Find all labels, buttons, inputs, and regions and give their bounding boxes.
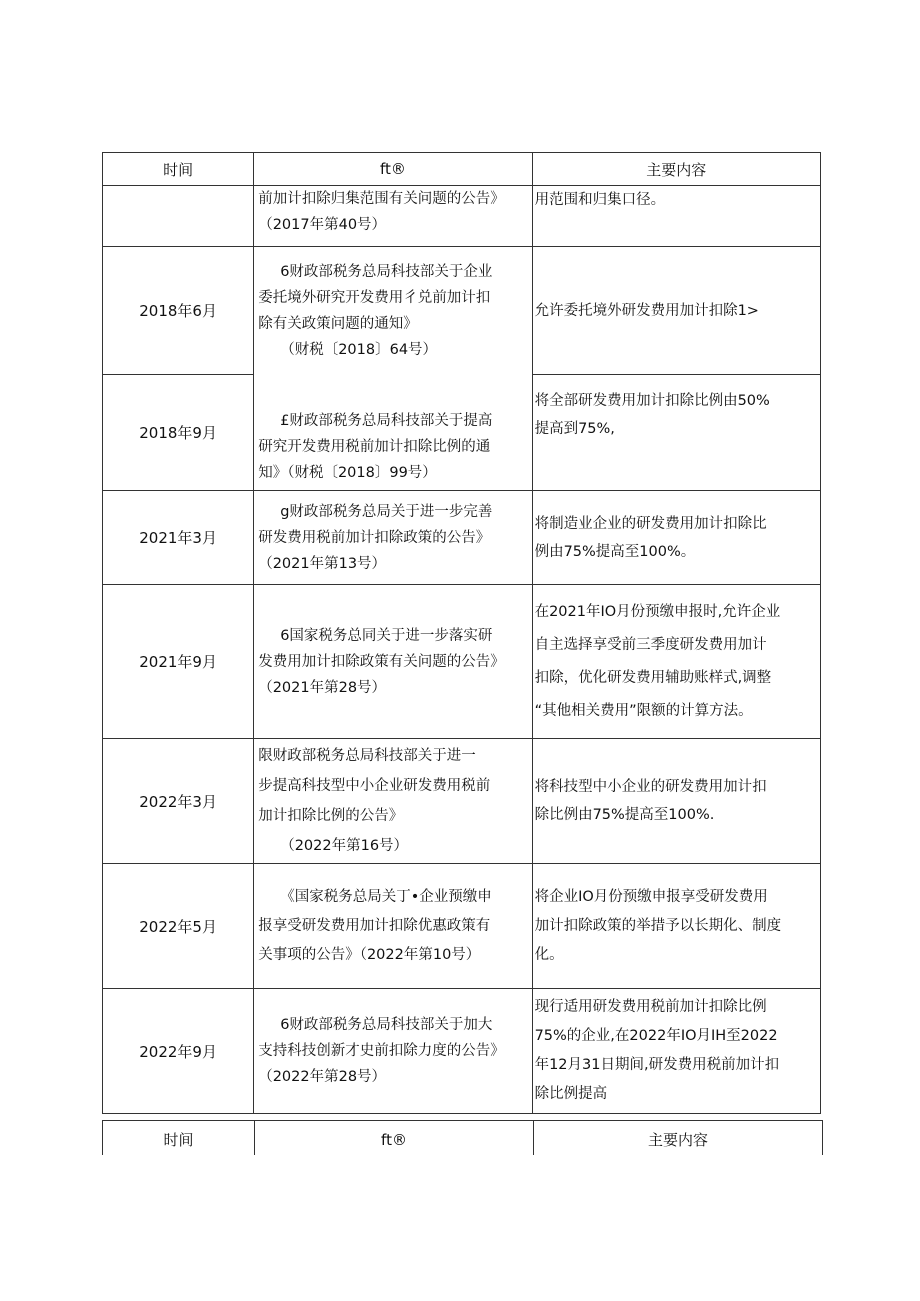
row-content [532, 186, 820, 247]
content-line: “其他相关费用”限额的计算方法。 [534, 702, 753, 719]
row-content [532, 864, 820, 989]
row-date: 2018年6月 [103, 247, 254, 375]
doc-line: £财政部税务总局科技部关于提高 [280, 413, 493, 429]
content-line: 例由75%提高至100%。 [534, 543, 696, 560]
content-line: 现行适用研发费用税前加计扣除比例 [534, 999, 767, 1015]
row-content [532, 247, 820, 375]
doc-line: 研究开发费用税前加计扣除比例的通 [258, 439, 491, 455]
row-date: 2021年9月 [103, 585, 254, 739]
content-line: 允许委托境外研发费用加计扣除1> [534, 302, 759, 319]
content-line: 75%的企业,在2022年IO月IH至2022 [534, 1028, 778, 1044]
doc-line: 限财政部税务总局科技部关于进一 [258, 748, 476, 764]
content-line: 将制造业企业的研发费用加计扣除比 [534, 515, 767, 532]
doc-line: 前加计扣除归集范围有关问题的公告》 [258, 191, 505, 207]
table-row [103, 739, 821, 864]
content-line: 年12月31日期间,研发费用税前加计扣 [534, 1057, 780, 1073]
row-document [254, 247, 532, 375]
table-row [103, 247, 821, 375]
policy-table [102, 152, 821, 1114]
header-time: 时间 [103, 153, 254, 186]
doc-line: （2021年第13号） [258, 555, 387, 572]
doc-line: 《国家税务总局关丁•企业预缴申 [280, 888, 492, 905]
row-content [532, 989, 820, 1114]
doc-line: 6财政部税务总局科技部关于加大 [280, 1017, 493, 1033]
row-date: 2022年5月 [103, 864, 254, 989]
row-date: 2021年3月 [103, 491, 254, 585]
header-document: ft® [254, 153, 532, 186]
doc-line: （2017年第40号） [258, 217, 387, 233]
content-line: 提高到75%, [534, 421, 615, 437]
row-document [254, 186, 532, 247]
content-line: 除比例由75%提高至100%. [534, 807, 715, 823]
doc-line: g财政部税务总局关于进一步完善 [280, 503, 493, 520]
content-line: 扣除，优化研发费用辅助账样式,调整 [534, 669, 772, 686]
row-content [532, 491, 820, 585]
content-line: 除比例提高 [534, 1086, 608, 1102]
row-date: 2022年3月 [103, 739, 254, 864]
doc-line: （财税〔2018〕64号） [280, 341, 438, 358]
doc-line: 6国家税务总同关于进一步落实研 [280, 627, 493, 644]
doc-line: 步提高科技型中小企业研发费用税前 [258, 778, 491, 794]
footer-header-content: 主要内容 [647, 1131, 708, 1149]
content-line: 加计扣除政策的举措予以长期化、制度 [534, 917, 782, 934]
content-line: 将全部研发费用加计扣除比例由50% [534, 393, 770, 409]
doc-line: 除有关政策问题的通知》 [258, 315, 418, 332]
doc-line: （2022年第28号） [258, 1069, 387, 1085]
content-line: 化。 [534, 946, 564, 963]
doc-line: 研发费用税前加计扣除政策的公告》 [258, 529, 491, 546]
doc-line: 6财政部税务总局科技部关于企业 [280, 263, 493, 280]
table-row [103, 491, 821, 585]
row-document [254, 375, 532, 491]
table-row [103, 989, 821, 1114]
row-content [532, 585, 820, 739]
header-content: 主要内容 [532, 153, 820, 186]
table-row [103, 186, 821, 247]
doc-line: （2021年第28号） [258, 679, 387, 696]
footer-header-document: ft® [381, 1131, 407, 1149]
table-row [103, 585, 821, 739]
doc-line: 关事项的公告》（2022年第10号） [258, 946, 481, 963]
table-header-row [103, 153, 821, 186]
row-date [103, 186, 254, 247]
doc-line: 委托境外研究开发费用彳兑前加计扣 [258, 289, 491, 306]
content-line: 在2021年IO月份预缴申报时,允许企业 [534, 603, 781, 620]
row-date: 2022年9月 [103, 989, 254, 1114]
table-row [103, 864, 821, 989]
row-date: 2018年9月 [103, 375, 254, 491]
content-line: 用范围和归集口径。 [534, 192, 666, 208]
repeated-header-row [102, 1120, 823, 1155]
row-content [532, 739, 820, 864]
footer-header-time: 时间 [163, 1131, 194, 1149]
doc-line: 加计扣除比例的公告》 [258, 808, 404, 824]
doc-line: 知》（财税〔2018〕99号） [258, 465, 437, 481]
row-content [532, 375, 820, 491]
doc-line: 报享受研发费用加计扣除优惠政策有 [258, 917, 491, 934]
row-document [254, 491, 532, 585]
content-line: 将科技型中小企业的研发费用加计扣 [534, 779, 767, 795]
row-document [254, 585, 532, 739]
doc-line: （2022年第16号） [280, 838, 409, 854]
doc-line: 支持科技创新才史前扣除力度的公告》 [258, 1043, 505, 1059]
doc-line: 发费用加计扣除政策有关问题的公告》 [258, 653, 505, 670]
content-line: 将企业IO月份预缴申报享受研发费用 [534, 888, 768, 905]
content-line: 自主选择享受前三季度研发费用加计 [534, 636, 767, 653]
row-document [254, 864, 532, 989]
row-document [254, 989, 532, 1114]
table-row [103, 375, 821, 491]
row-document [254, 739, 532, 864]
